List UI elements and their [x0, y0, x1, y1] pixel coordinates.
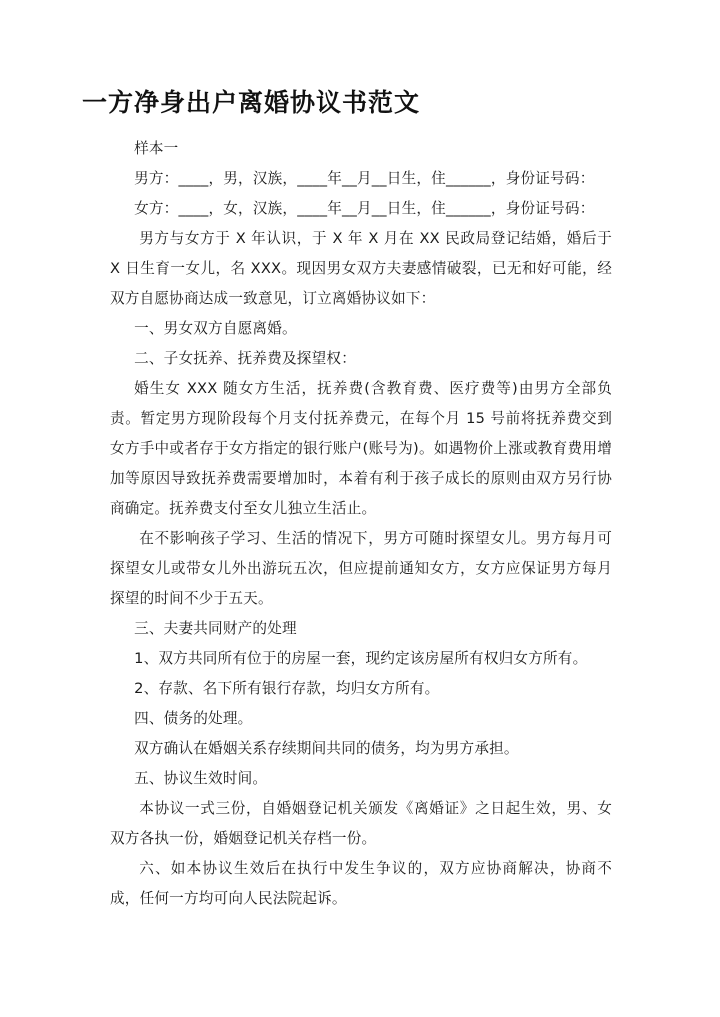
page-title: 一方净身出户离婚协议书范文 [81, 88, 420, 117]
paragraph-clause-3-heading: 三、夫妻共同财产的处理 [134, 620, 297, 637]
paragraph-clause-4-heading: 四、债务的处理。 [134, 710, 253, 727]
paragraph-clause-5-heading: 五、协议生效时间。 [134, 770, 268, 787]
paragraph-clause-3-item-2: 2、存款、名下所有银行存款，均归女方所有。 [134, 680, 440, 697]
paragraph-list [110, 134, 612, 914]
paragraph-clause-2-support: 婚生女 XXX 随女方生活，抚养费(含教育费、医疗费等)由男方全部负责。暂定男方现阶段每个月支付抚养费元，在每个月 15 号前将抚养费交到女方手中或者存于女方指定的银行账户(账号为)。如遇物价上涨或教育费用增加等原因导致抚养费需要增加时，本着有利于孩子成长的原则由双方另行协商确定。抚养费支付至女儿独立生活止。 [110, 380, 612, 517]
paragraph-party-male: 男方：____，男，汉族，____年__月__日生，住______，身份证号码： [134, 170, 595, 187]
paragraph-clause-6: 六、如本协议生效后在执行中发生争议的，双方应协商解决，协商不成，任何一方均可向人民法院起诉。 [110, 860, 612, 907]
paragraph-clause-2-visitation: 在不影响孩子学习、生活的情况下，男方可随时探望女儿。男方每月可探望女儿或带女儿外出游玩五次，但应提前通知女方，女方应保证男方每月探望的时间不少于五天。 [110, 530, 612, 607]
paragraph-party-female: 女方：____，女，汉族，____年__月__日生，住______，身份证号码： [134, 200, 595, 217]
paragraph-clause-4-body: 双方确认在婚姻关系存续期间共同的债务，均为男方承担。 [134, 740, 519, 757]
paragraph-clause-2-heading: 二、子女抚养、抚养费及探望权： [134, 350, 356, 367]
paragraph-preamble: 男方与女方于 X 年认识，于 X 年 X 月在 XX 民政局登记结婚，婚后于 X 日生育一女儿，名 XXX。现因男女双方夫妻感情破裂，已无和好可能，经双方自愿协商达成一致意见，订立离婚协议如下： [110, 230, 612, 307]
paragraph-sample-label: 样本一 [134, 140, 179, 157]
paragraph-clause-3-item-1: 1、双方共同所有位于的房屋一套，现约定该房屋所有权归女方所有。 [134, 650, 588, 667]
paragraph-clause-1: 一、男女双方自愿离婚。 [134, 320, 297, 337]
paragraph-clause-5-body: 本协议一式三份，自婚姻登记机关颁发《离婚证》之日起生效，男、女双方各执一份，婚姻登记机关存档一份。 [110, 800, 612, 847]
